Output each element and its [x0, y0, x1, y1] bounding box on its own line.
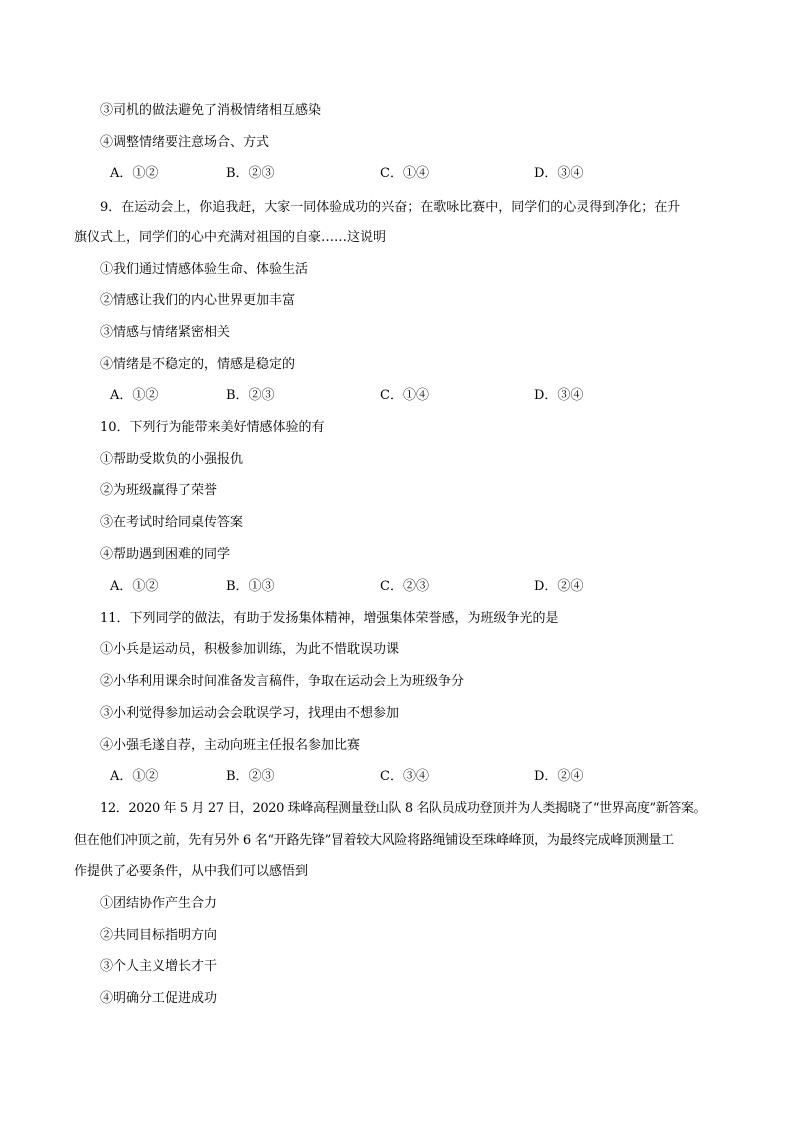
q9-stem-line-1: 9．在运动会上，你追我赶，大家一同体验成功的兴奋；在歌咏比赛中，同学们的心灵得到净化；在升 [100, 200, 681, 215]
q10-option-a[interactable]: A．①② [110, 579, 159, 594]
q10-option-c[interactable]: C．②③ [380, 579, 429, 594]
q10-option-b[interactable]: B．①③ [226, 579, 275, 594]
q8-item-3: ③司机的做法避免了消极情绪相互感染 [100, 103, 322, 118]
q10-option-d[interactable]: D．②④ [534, 579, 584, 594]
q9-option-a[interactable]: A．①② [110, 388, 159, 403]
q9-item-4: ④情绪是不稳定的，情感是稳定的 [100, 357, 296, 372]
q12-stem-line-2: 但在他们冲顶之前，先有另外 6 名“开路先锋”冒着较大风险将路绳铺设至珠峰峰顶，为最终完成峰顶测量工 [74, 833, 674, 848]
q12-item-3: ③个人主义增长才干 [100, 959, 218, 974]
q12-stem-line-1: 12．2020 年 5 月 27 日，2020 珠峰高程测量登山队 8 名队员成功登顶并为人类揭晓了“世界高度”新答案。 [100, 801, 707, 816]
q9-option-b[interactable]: B．②③ [226, 388, 275, 403]
q9-option-c[interactable]: C．①④ [380, 388, 429, 403]
q10-item-1: ①帮助受欺负的小强报仇 [100, 452, 244, 467]
q10-item-4: ④帮助遇到困难的同学 [100, 547, 231, 562]
q12-item-2: ②共同目标指明方向 [100, 928, 218, 943]
q11-item-4: ④小强毛遂自荐，主动向班主任报名参加比赛 [100, 738, 361, 753]
q11-item-1: ①小兵是运动员，积极参加训练，为此不惜耽误功课 [100, 642, 400, 657]
q10-item-2: ②为班级赢得了荣誉 [100, 483, 218, 498]
q12-item-4: ④明确分工促进成功 [100, 991, 218, 1006]
q9-item-3: ③情感与情绪紧密相关 [100, 325, 231, 340]
q11-option-b[interactable]: B．②③ [226, 769, 275, 784]
q10-stem: 10．下列行为能带来美好情感体验的有 [100, 420, 325, 435]
q8-option-a[interactable]: A．①② [110, 166, 159, 181]
q8-item-4: ④调整情绪要注意场合、方式 [100, 135, 270, 150]
q9-option-d[interactable]: D．③④ [534, 388, 584, 403]
q9-stem-line-2: 旗仪式上，同学们的心中充满对祖国的自豪……这说明 [74, 230, 387, 245]
q8-option-c[interactable]: C．①④ [380, 166, 429, 181]
q9-item-1: ①我们通过情感体验生命、体验生活 [100, 262, 309, 277]
q11-option-d[interactable]: D．②④ [534, 769, 584, 784]
q9-item-2: ②情感让我们的内心世界更加丰富 [100, 293, 296, 308]
q12-stem-line-3: 作提供了必要条件，从中我们可以感悟到 [74, 864, 309, 879]
q11-stem: 11．下列同学的做法，有助于发扬集体精神，增强集体荣誉感，为班级争光的是 [100, 611, 559, 626]
q8-option-b[interactable]: B．②③ [226, 166, 275, 181]
q11-item-3: ③小利觉得参加运动会会耽误学习，找理由不想参加 [100, 706, 400, 721]
q11-option-c[interactable]: C．③④ [380, 769, 429, 784]
q12-item-1: ①团结协作产生合力 [100, 896, 218, 911]
q11-option-a[interactable]: A．①② [110, 769, 159, 784]
q10-item-3: ③在考试时给同桌传答案 [100, 515, 244, 530]
q8-option-d[interactable]: D．③④ [534, 166, 584, 181]
q11-item-2: ②小华利用课余时间准备发言稿件，争取在运动会上为班级争分 [100, 674, 465, 689]
